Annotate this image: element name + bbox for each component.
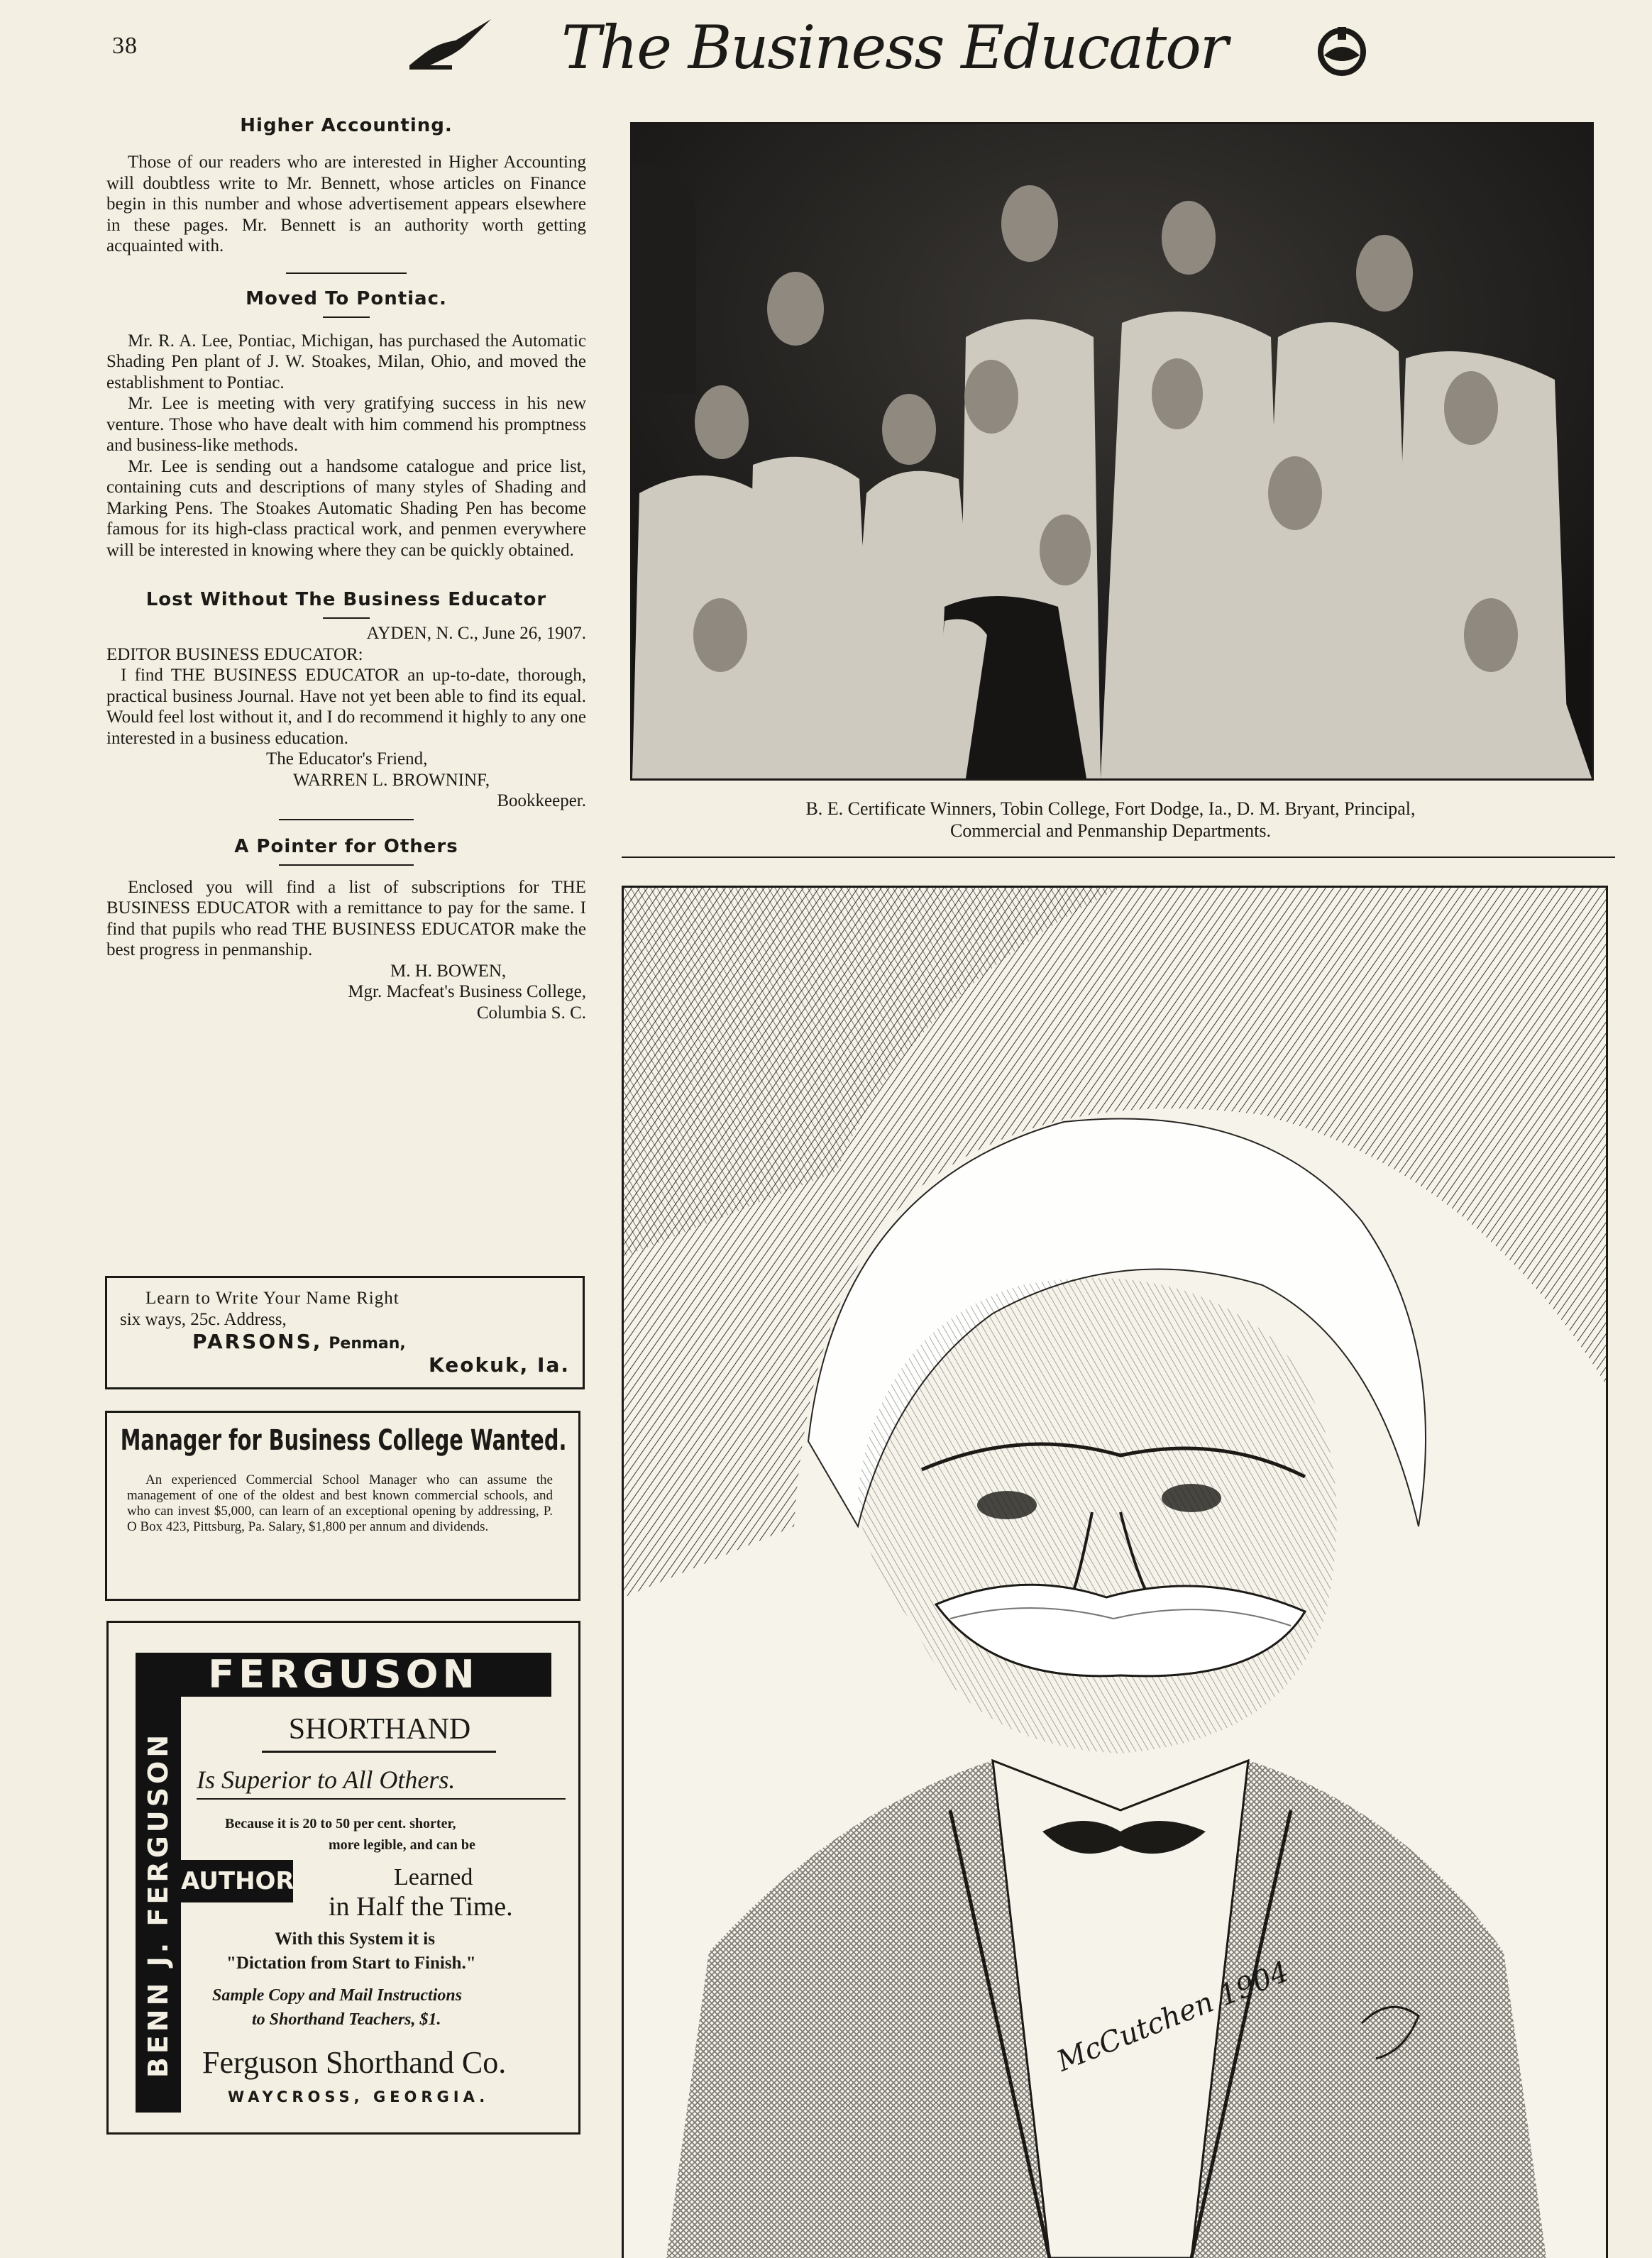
photo-caption-line2: Commercial and Penmanship Departments. [949, 820, 1271, 841]
manager-wanted-ad [105, 1411, 580, 1601]
section-divider [279, 819, 414, 820]
ferguson-sample1: Sample Copy and Mail Instructions [212, 1986, 463, 2005]
ferguson-side-bar [136, 1697, 181, 2113]
left-column [106, 115, 586, 1023]
parsons-title: Penman, [329, 1335, 406, 1353]
ferguson-side-name: BENN J. FERGUSON [143, 1731, 174, 2078]
ferguson-company: Ferguson Shorthand Co. [202, 2045, 507, 2080]
ferguson-divider [262, 1751, 496, 1753]
parsons-city: Keokuk, Ia. [429, 1353, 570, 1377]
ferguson-title: FERGUSON [136, 1653, 551, 1697]
ferguson-because2: more legible, and can be [329, 1837, 475, 1853]
letter-role: Bookkeeper. [497, 791, 586, 810]
quill-icon [406, 16, 498, 72]
ferguson-sample2: to Shorthand Teachers, $1. [252, 2010, 441, 2029]
letter-closing: The Educator's Friend, [266, 749, 428, 769]
ferguson-city: WAYCROSS, GEORGIA. [228, 2088, 490, 2105]
letter-salutation: EDITOR BUSINESS EDUCATOR: [106, 644, 363, 664]
engraver-signature: McCutchen 1904 [1052, 1955, 1294, 2078]
parsons-name: PARSONS, [192, 1330, 323, 1353]
ferguson-author-label: AUTHOR [181, 1860, 293, 1902]
group-photograph [630, 122, 1594, 781]
group-photo-image [632, 124, 1592, 778]
pointer-place: Columbia S. C. [476, 1003, 586, 1023]
photo-caption-line1: B. E. Certificate Winners, Tobin College, Fort Dodge, Ia., D. M. Bryant, Principal, [805, 798, 1416, 819]
pointer-role: Mgr. Macfeat's Business College, [348, 982, 586, 1001]
section-title-pointer: A Pointer for Others [234, 835, 458, 857]
letter-signer: WARREN L. BROWNINF, [293, 770, 490, 790]
manager-ad-body: An experienced Commercial School Manager who can assume the management of one of the oldest and best known commercial schools, and who can invest $5,000, can learn of an exceptional opening by addressing, P. O Box 423, Pittsburg, Pa. Salary, $1,800 per annum and dividends. [127, 1472, 553, 1534]
section-divider [286, 272, 407, 274]
section-divider [279, 864, 414, 866]
pointer-signer: M. H. BOWEN, [390, 961, 507, 981]
section-body-pointer: Enclosed you will find a list of subscriptions for THE BUSINESS EDUCATOR with a remittance to pay for the same. I find that pupils who read THE BUSINESS EDUCATOR make the best progress in penmanship. [106, 877, 586, 959]
section-body-higher-accounting: Those of our readers who are interested in Higher Accounting will doubtless write to Mr. Bennett, whose articles on Finance begin in this number and whose advertisement appears elsewhere in these pages. Mr. Bennett is an authority worth getting acquainted with. [106, 153, 586, 255]
column-divider [622, 857, 1615, 858]
ferguson-because1: Because it is 20 to 50 per cent. shorter, [225, 1816, 456, 1832]
section-title-higher-accounting: Higher Accounting. [240, 115, 453, 136]
section-divider [323, 316, 370, 318]
ferguson-divider [197, 1798, 566, 1800]
section-title-lost-without: Lost Without The Business Educator [145, 589, 547, 610]
ferguson-system1: With this System it is [275, 1929, 435, 1949]
letter-dateline: AYDEN, N. C., June 26, 1907. [366, 624, 586, 643]
page-number: 38 [112, 33, 138, 59]
ferguson-learned: Learned [394, 1864, 473, 1890]
section-title-moved-to-pontiac: Moved To Pontiac. [246, 287, 447, 309]
section-divider [323, 617, 370, 619]
parsons-name-line [107, 1330, 583, 1353]
parsons-line1: Learn to Write Your Name Right [145, 1289, 400, 1308]
section-body-lost-without: I find THE BUSINESS EDUCATOR an up-to-date, thorough, practical business Journal. Have not yet been able to find its equal. Would feel lost without it, and I do recommend it highly to any one interested in a business education. [106, 666, 586, 748]
portrait-engraving [622, 886, 1608, 2258]
section-body-moved-to-pontiac: Mr. R. A. Lee, Pontiac, Michigan, has purchased the Automatic Shading Pen plant of J. W. Stoakes, Milan, Ohio, and moved the establishment to Pontiac. Mr. Lee is meeting with very gratifying success in his new venture. Those who have dealt with him commend his promptness and business-like methods. Mr. Lee is sending out a handsome catalogue and price list, containing cuts and descriptions of many styles of Shading and Marking Pens. The Stoakes Automatic Shading Pen has become famous for its high-class practical work, and penmen everywhere will be interested in knowing where they can be quickly obtained. [106, 331, 586, 560]
manager-ad-title: Manager for Business College Wanted. [120, 1424, 567, 1457]
photo-caption [624, 798, 1597, 842]
ferguson-system2: "Dictation from Start to Finish." [226, 1954, 476, 1973]
masthead-title: The Business Educator [561, 13, 1227, 82]
ferguson-superior: Is Superior to All Others. [197, 1766, 456, 1794]
ferguson-shorthand: SHORTHAND [288, 1713, 471, 1746]
parsons-ad [105, 1276, 585, 1389]
ornament-icon [1314, 24, 1370, 79]
parsons-line2: six ways, 25c. Address, [120, 1309, 287, 1329]
ferguson-ad [106, 1621, 580, 2135]
ferguson-half-time: in Half the Time. [329, 1892, 513, 1922]
